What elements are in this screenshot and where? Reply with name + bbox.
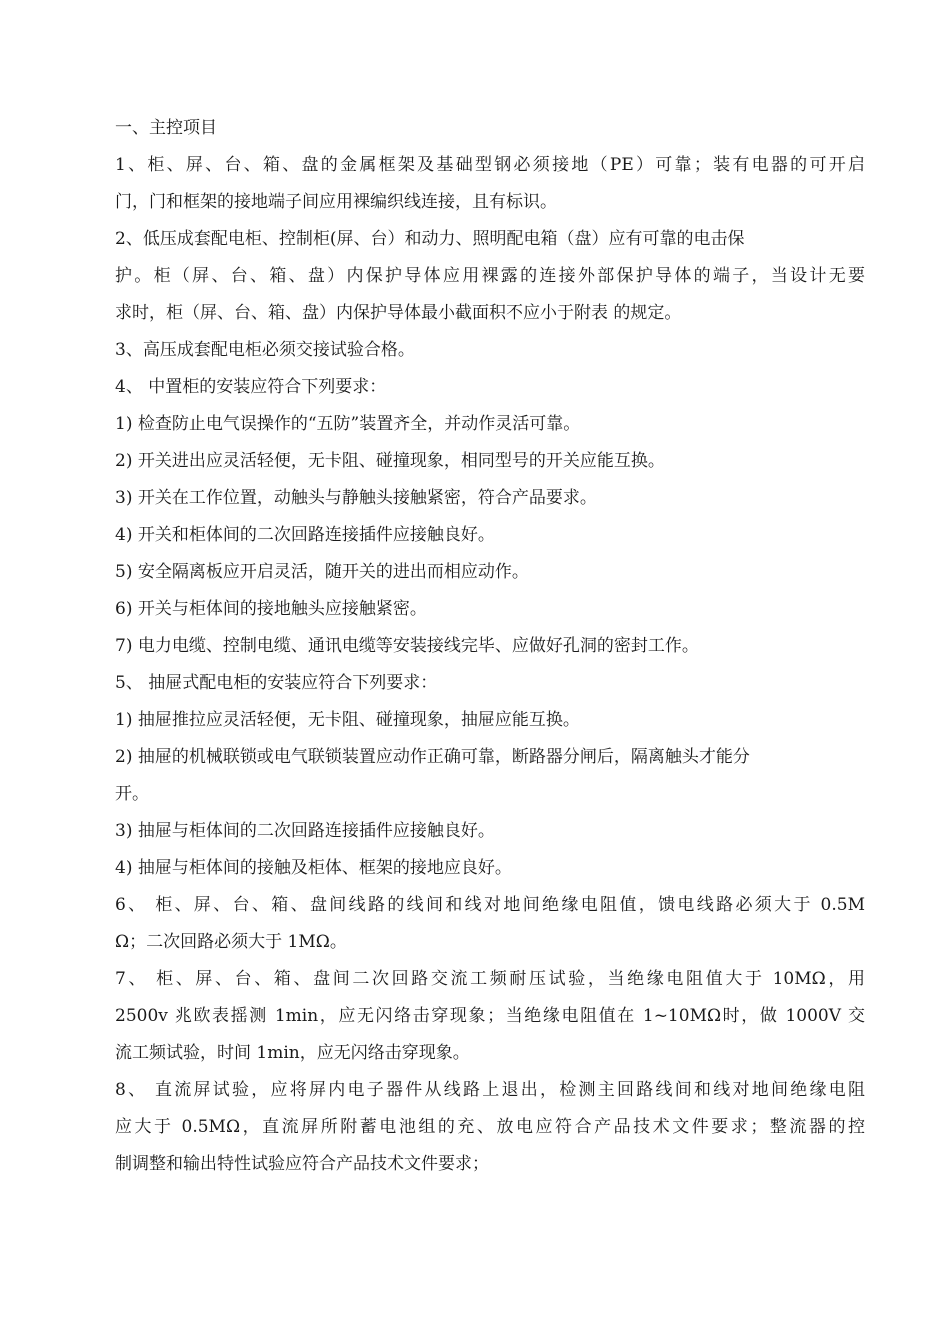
- list-item: 开。: [115, 784, 149, 804]
- paragraph-line: 求时，柜（屏、台、箱、盘）内保护导体最小截面积不应小于附表 的规定。: [115, 303, 682, 323]
- list-item: 6) 开关与柜体间的接地触头应接触紧密。: [115, 599, 427, 619]
- paragraph-line: 流工频试验，时间 1min，应无闪络击穿现象。: [115, 1043, 470, 1063]
- paragraph-line: 4、 中置柜的安装应符合下列要求：: [115, 377, 387, 397]
- list-item: 4) 开关和柜体间的二次回路连接插件应接触良好。: [115, 525, 495, 545]
- list-item: 3) 抽屉与柜体间的二次回路连接插件应接触良好。: [115, 821, 495, 841]
- paragraph-line: 门，门和框架的接地端子间应用裸编织线连接，且有标识。: [115, 192, 557, 212]
- paragraph-line: 1、柜、屏、台、箱、盘的金属框架及基础型钢必须接地（PE）可靠；装有电器的可开启: [115, 155, 865, 175]
- paragraph-line: 6、 柜、屏、台、箱、盘间线路的线间和线对地间绝缘电阻值，馈电线路必须大于 0.5M: [115, 895, 865, 915]
- paragraph-line: 应大于 0.5MΩ，直流屏所附蓄电池组的充、放电应符合产品技术文件要求；整流器的控: [115, 1117, 865, 1137]
- list-item: 1) 抽屉推拉应灵活轻便，无卡阻、碰撞现象，抽屉应能互换。: [115, 710, 580, 730]
- list-item: 2) 抽屉的机械联锁或电气联锁装置应动作正确可靠，断路器分闸后，隔离触头才能分: [115, 747, 750, 767]
- list-item: 4) 抽屉与柜体间的接触及柜体、框架的接地应良好。: [115, 858, 512, 878]
- paragraph-line: 3、高压成套配电柜必须交接试验合格。: [115, 340, 415, 360]
- paragraph-line: 2、低压成套配电柜、控制柜(屏、台）和动力、照明配电箱（盘）应有可靠的电击保: [115, 229, 745, 249]
- list-item: 2) 开关进出应灵活轻便，无卡阻、碰撞现象，相同型号的开关应能互换。: [115, 451, 665, 471]
- section-heading: 一、主控项目: [115, 118, 217, 138]
- paragraph-line: 制调整和输出特性试验应符合产品技术文件要求；: [115, 1154, 489, 1174]
- document-body: [115, 110, 865, 1183]
- list-item: 5) 安全隔离板应开启灵活，随开关的进出而相应动作。: [115, 562, 529, 582]
- paragraph-line: 5、 抽屉式配电柜的安装应符合下列要求：: [115, 673, 438, 693]
- list-item: 3) 开关在工作位置，动触头与静触头接触紧密，符合产品要求。: [115, 488, 597, 508]
- paragraph-line: 7、 柜、屏、台、箱、盘间二次回路交流工频耐压试验，当绝缘电阻值大于 10MΩ，用: [115, 969, 865, 989]
- paragraph-line: 8、 直流屏试验，应将屏内电子器件从线路上退出，检测主回路线间和线对地间绝缘电阻: [115, 1080, 865, 1100]
- paragraph-line: 护。柜（屏、台、箱、盘）内保护导体应用裸露的连接外部保护导体的端子，当设计无要: [115, 266, 865, 286]
- paragraph-line: Ω；二次回路必须大于 1MΩ。: [115, 932, 347, 952]
- list-item: 1) 检查防止电气误操作的“五防”装置齐全，并动作灵活可靠。: [115, 414, 581, 434]
- paragraph-line: 2500v 兆欧表摇测 1min，应无闪络击穿现象；当绝缘电阻值在 1~10MΩ时，做 1000V 交: [115, 1006, 865, 1026]
- list-item: 7) 电力电缆、控制电缆、通讯电缆等安装接线完毕、应做好孔洞的密封工作。: [115, 636, 699, 656]
